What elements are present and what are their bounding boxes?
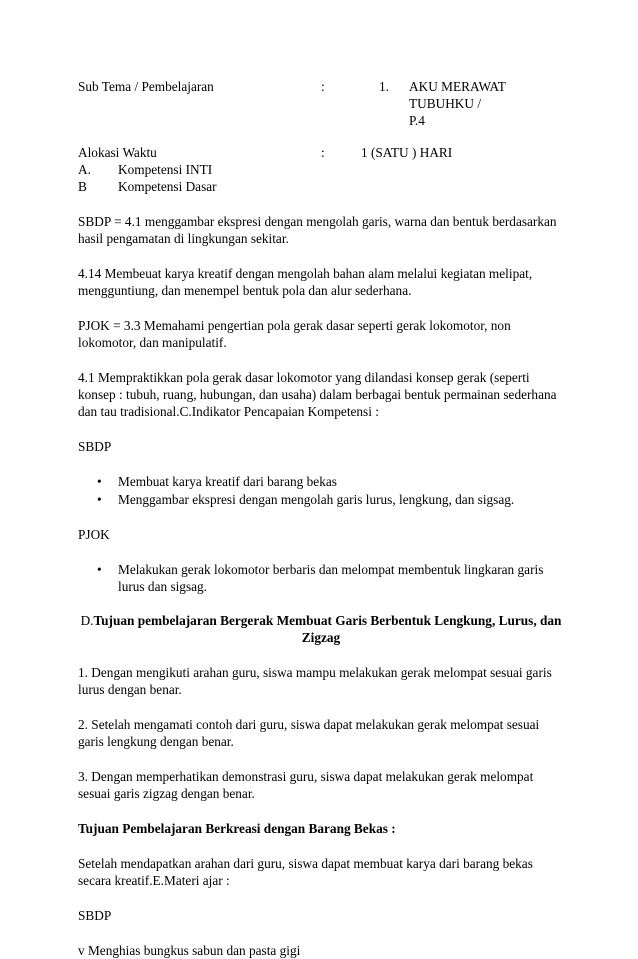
tujuan-item-1: 1. Dengan mengikuti arahan guru, siswa mampu melakukan gerak melompat sesuai garis lurus dengan benar.: [78, 665, 552, 697]
subtema-value-line1: AKU MERAWAT TUBUHKU /: [409, 79, 506, 111]
pjok-bullet-list: [78, 561, 564, 595]
section-b: [78, 178, 564, 195]
materi-heading: SBDP: [78, 908, 112, 923]
alokasi-row: [78, 144, 564, 161]
tujuan-item-2: 2. Setelah mengamati contoh dari guru, siswa dapat melakukan gerak melompat sesuai garis lengkung dengan benar.: [78, 717, 540, 749]
subtema-number: 1.: [379, 79, 389, 94]
sbdp-bullet-text: Menggambar ekspresi dengan mengolah garis lurus, lengkung, dan sigsag.: [118, 492, 515, 507]
sbdp-kd-paragraph: SBDP = 4.1 menggambar ekspresi dengan mengolah garis, warna dan bentuk berdasarkan hasil pengamatan di lingkungan sekitar.: [78, 214, 557, 246]
bullet-icon: •: [97, 474, 102, 489]
subtema-row: [78, 78, 564, 129]
alokasi-value: 1 (SATU ) HARI: [361, 145, 453, 160]
tujuan-heading: [78, 612, 564, 646]
document-page: [78, 78, 564, 959]
alokasi-colon: :: [321, 145, 325, 160]
pjok-bullet-text: Melakukan gerak lokomotor berbaris dan melompat membentuk lingkaran garis lurus dan sigsag.: [118, 562, 544, 594]
section-a: [78, 161, 564, 178]
sbdp-heading: SBDP: [78, 439, 112, 454]
tujuan-kreasi-text: Setelah mendapatkan arahan dari guru, siswa dapat membuat karya dari barang bekas secara kreatif.E.Materi ajar :: [78, 856, 533, 888]
list-item: [78, 473, 564, 490]
tujuan-item-3: 3. Dengan memperhatikan demonstrasi guru, siswa dapat melakukan gerak melompat sesuai garis zigzag dengan benar.: [78, 769, 534, 801]
tujuan-kreasi-heading: Tujuan Pembelajaran Berkreasi dengan Barang Bekas :: [78, 821, 396, 836]
list-item: [78, 561, 564, 595]
tujuan-heading-line1: Tujuan pembelajaran Bergerak Membuat Garis Berbentuk Lengkung, Lurus, dan: [93, 613, 562, 628]
subtema-colon: :: [321, 79, 325, 94]
bullet-icon: •: [97, 492, 102, 507]
bullet-icon: •: [97, 562, 102, 577]
materi-item: v Menghias bungkus sabun dan pasta gigi: [78, 943, 301, 958]
section-a-letter: A.: [78, 162, 91, 177]
list-item: [78, 491, 564, 508]
subtema-label: Sub Tema / Pembelajaran: [78, 79, 214, 94]
section-b-letter: B: [78, 179, 87, 194]
subtema-value: [399, 78, 564, 129]
kd-414-paragraph: 4.14 Membeuat karya kreatif dengan mengolah bahan alam melalui kegiatan melipat, mengguntiung, dan menempel bentuk pola dan alur sederhana.: [78, 266, 533, 298]
section-a-title: Kompetensi INTI: [118, 162, 213, 177]
alokasi-label: Alokasi Waktu: [78, 145, 157, 160]
section-b-title: Kompetensi Dasar: [118, 179, 217, 194]
pjok-heading: PJOK: [78, 527, 110, 542]
tujuan-heading-line2: Zigzag: [301, 630, 341, 645]
subtema-value-line2: P.4: [409, 113, 425, 128]
sbdp-bullet-text: Membuat karya kreatif dari barang bekas: [118, 474, 337, 489]
kd-41-paragraph: 4.1 Mempraktikkan pola gerak dasar lokomotor yang dilandasi konsep gerak (seperti konsep : tubuh, ruang, hubungan, dan usaha) dalam berbagai bentuk permainan sederhana dan tau tradisional.C.Indikator Pencapaian Kompetensi :: [78, 370, 557, 419]
pjok-kd-paragraph: PJOK = 3.3 Memahami pengertian pola gerak dasar seperti gerak lokomotor, non lokomotor, dan manipulatif.: [78, 318, 511, 350]
tujuan-heading-prefix: D.: [80, 613, 94, 628]
sbdp-bullet-list: [78, 473, 564, 508]
